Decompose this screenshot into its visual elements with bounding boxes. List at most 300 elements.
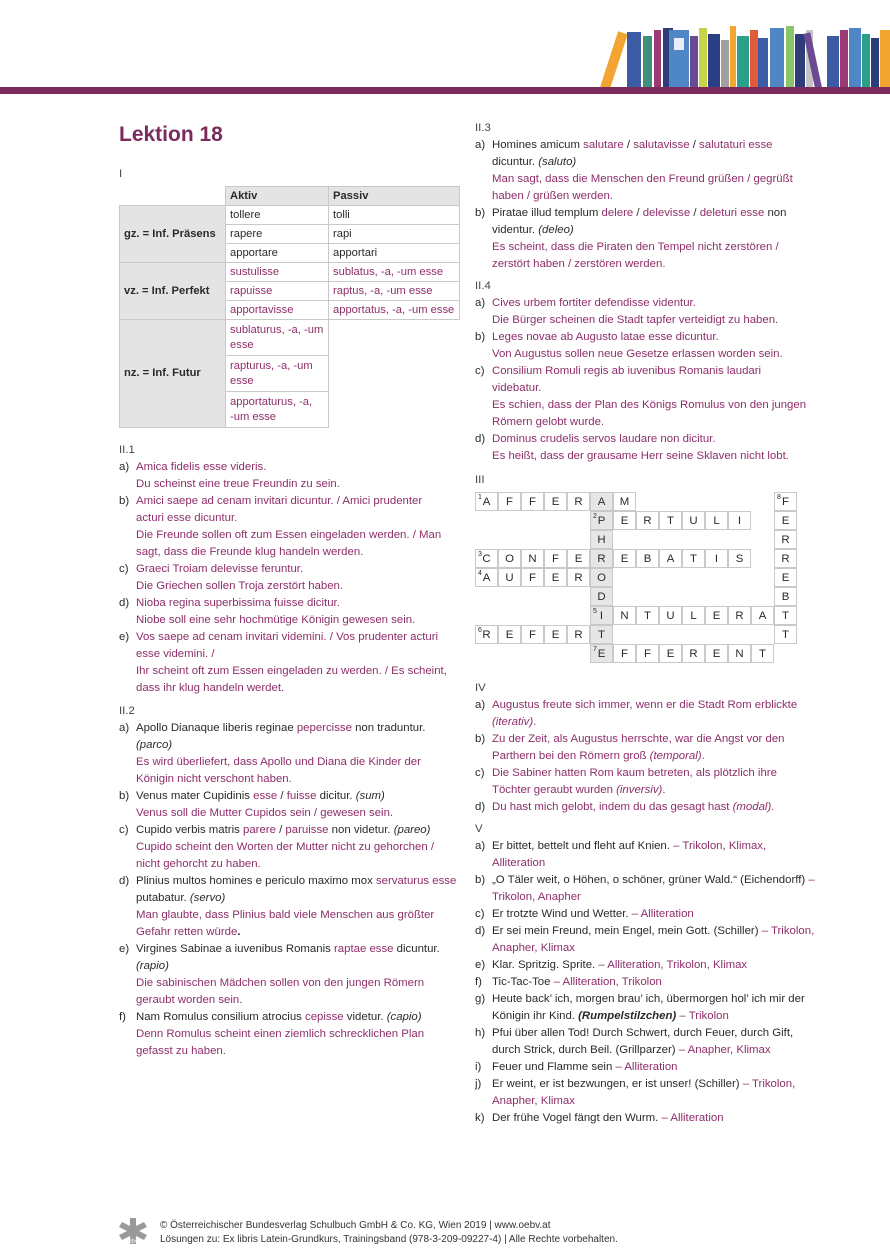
text: . (662, 784, 666, 796)
crossword-cell (774, 606, 797, 625)
ii1-item-b (119, 493, 459, 561)
cell-line: sublaturus, -a, -um (230, 323, 324, 336)
crossword-letter: R (643, 515, 652, 527)
crossword-cell (751, 644, 774, 663)
stylistic-device: Trikolon, Anapher (492, 891, 581, 903)
text: . (701, 750, 705, 762)
latin-line: Consilium Romuli regis ab iuvenibus Romanis laudari (492, 365, 762, 377)
example-line (492, 991, 820, 1008)
example-line (492, 923, 820, 940)
german-line (492, 714, 820, 731)
german-line (492, 748, 820, 765)
german-line: Man glaubte, dass Plinius bald viele Menschen aus größter (136, 909, 435, 921)
crossword-cell (774, 549, 797, 568)
item-label: b) (475, 733, 486, 745)
german-line: Denn Romulus scheint einen ziemlich schrecklichen Plan (136, 1028, 425, 1040)
text: Apollo Dianaque liberis reginae (136, 722, 297, 734)
answer: salutaturi esse (699, 139, 773, 151)
example-line (492, 855, 820, 872)
table-cell: raptus, -a, -um esse (329, 282, 460, 301)
german-line: Es scheint, dass die Piraten den Tempel nicht zerstören / (492, 241, 779, 253)
crossword-letter: A (482, 496, 491, 508)
oebv-logo (118, 1216, 148, 1246)
table-header-passiv: Passiv (329, 187, 460, 206)
example-line (492, 838, 820, 855)
item-label: a) (475, 699, 486, 711)
crossword-letter: R (781, 534, 790, 546)
v-item (475, 1025, 820, 1059)
crossword-letter: E (574, 553, 583, 565)
v-item (475, 923, 820, 957)
german-line: Man sagt, dass die Menschen den Freund grüßen / gegrüßt (492, 173, 793, 185)
item-label: c) (475, 908, 485, 920)
crossword-letter: A (482, 572, 491, 584)
crossword-letter: F (621, 648, 628, 660)
text: durch Strick, durch Beil. (Grillparzer) (492, 1044, 679, 1056)
german-line: Niobe soll eine sehr hochmütige Königin gewesen sein. (136, 614, 416, 626)
crossword-cell (567, 568, 590, 587)
crossword-letter: U (505, 572, 514, 584)
iv-item (475, 697, 820, 731)
latin-line (136, 890, 459, 907)
latin-line: Vos saepe ad cenam invitari videmini. / Vos prudenter acturi (136, 631, 439, 643)
table-row-header: vz. = Inf. Perfekt (120, 263, 226, 320)
german-line: Es heißt, dass der grausame Herr seine Sklaven nicht lobt. (492, 450, 789, 462)
latin-line (136, 788, 459, 805)
crossword-letter: R (574, 496, 583, 508)
table-empty (329, 356, 460, 392)
crossword-cell (774, 625, 797, 644)
item-label: a) (475, 840, 486, 852)
item-label: e) (119, 631, 130, 643)
ii4-item-b (475, 329, 820, 363)
text: Er bittet, bettelt und fleht auf Knien. (492, 840, 674, 852)
item-label: i) (475, 1061, 482, 1073)
german-line: Die Bürger scheinen die Stadt tapfer verteidigt zu haben. (492, 314, 779, 326)
text: Der frühe Vogel fängt den Wurm. (492, 1112, 662, 1124)
example-line (492, 906, 820, 923)
crossword-letter: F (506, 496, 513, 508)
hint-line: (parco) (136, 739, 173, 751)
v-item (475, 974, 820, 991)
answer: salutare (583, 139, 624, 151)
crossword-cell (521, 625, 544, 644)
crossword-letter: F (529, 629, 536, 641)
hint: (sum) (355, 790, 385, 802)
crossword-cell (613, 549, 636, 568)
text: dicuntur. (393, 943, 440, 955)
section-label-v: V (475, 823, 483, 835)
crossword-letter: A (597, 496, 606, 508)
item-label: k) (475, 1112, 485, 1124)
latin-line: esse videmini. / (136, 648, 215, 660)
stylistic-device: – Alliteration, Trikolon, Klimax (598, 959, 748, 971)
table-header-aktiv: Aktiv (226, 187, 329, 206)
crossword-cell (613, 606, 636, 625)
answer: salutavisse (633, 139, 690, 151)
section-label-ii4: II.4 (475, 280, 491, 292)
crossword-cell (682, 606, 705, 625)
crossword-letter: D (597, 591, 606, 603)
iv-item (475, 799, 820, 816)
item-label: d) (475, 801, 486, 813)
ii4-item-a (475, 295, 820, 329)
cell-line: -um esse (230, 410, 277, 423)
logo-text: öbv (128, 1239, 138, 1245)
text: putabatur. (136, 892, 190, 904)
item-label: a) (119, 461, 130, 473)
crossword-letter: L (690, 610, 697, 622)
german-line: Es schien, dass der Plan des Königs Romulus von den jungen (492, 399, 807, 411)
ii2-item-b (119, 788, 459, 822)
german-line: Es wird überliefert, dass Apollo und Diana die Kinder der (136, 756, 421, 768)
crossword-letter: E (551, 496, 560, 508)
text: Tic-Tac-Toe (492, 976, 554, 988)
crossword-letter: R (781, 553, 790, 565)
table-corner (120, 187, 226, 206)
crossword-cell (705, 549, 728, 568)
ii1-item-e (119, 629, 459, 697)
text: Virgines Sabinae a iuvenibus Romanis (136, 943, 334, 955)
crossword-cell (682, 511, 705, 530)
table-cell: apportatus, -a, -um esse (329, 301, 460, 320)
table-empty (329, 320, 460, 356)
crossword-letter: T (782, 629, 789, 641)
ii2-item-d (119, 873, 459, 941)
german-line: Königin nicht verschont haben. (136, 773, 292, 785)
crossword-letter: F (644, 648, 651, 660)
answer: cepisse (305, 1011, 344, 1023)
infinitive-table (119, 186, 460, 428)
page-title: Lektion 18 (119, 123, 223, 146)
latin-line: Amica fidelis esse videris. (136, 461, 267, 473)
v-item (475, 838, 820, 872)
v-item (475, 1059, 820, 1076)
crossword-letter: T (782, 610, 789, 622)
german-line: sagt, dass die Freunde klug handeln werden. (136, 546, 364, 558)
header-bar (0, 87, 890, 94)
item-label: c) (119, 824, 129, 836)
text: Plinius multos homines e periculo maximo mox (136, 875, 376, 887)
text: non traduntur. (351, 722, 426, 734)
ii2-item-f (119, 1009, 459, 1060)
text: Venus mater Cupidinis (136, 790, 254, 802)
crossword-number: 5 (593, 608, 597, 615)
crossword-letter: F (529, 496, 536, 508)
german-line: geraubt worden sein. (136, 994, 243, 1006)
text: Die Sabiner hatten Rom kaum betreten, als plötzlich ihre (492, 767, 777, 779)
german-line: Venus soll die Mutter Cupidos sein / gewesen sein. (136, 807, 394, 819)
table-row-header: nz. = Inf. Futur (120, 320, 226, 428)
german-line: Cupido scheint den Worten der Mutter nicht zu gehorchen / (136, 841, 435, 853)
table-cell: tollere (226, 206, 329, 225)
text: / (689, 139, 700, 151)
example-line (492, 940, 820, 957)
example-line (492, 1110, 820, 1127)
crossword-cell (521, 492, 544, 511)
crossword-cell (682, 549, 705, 568)
crossword-cell (636, 606, 659, 625)
text: non videtur. (328, 824, 394, 836)
crossword-number: 8 (777, 494, 781, 501)
crossword-letter: E (712, 610, 721, 622)
text: Klar. Spritzig. Sprite. (492, 959, 599, 971)
german-line: haben / grüßen werden. (492, 190, 613, 202)
text: videtur. (343, 1011, 387, 1023)
ii4-item-c (475, 363, 820, 431)
crossword-letter: E (620, 515, 629, 527)
text: . (533, 716, 537, 728)
crossword-letter: E (505, 629, 514, 641)
crossword-letter: T (598, 629, 605, 641)
crossword-cell (498, 625, 521, 644)
crossword-cell (475, 492, 498, 511)
german-line: Ihr scheint oft zum Essen eingeladen zu werden. / Es scheint, (136, 665, 447, 677)
item-label: j) (475, 1078, 482, 1090)
german-line: Du scheinst eine treue Freundin zu sein. (136, 478, 340, 490)
v-item (475, 991, 820, 1025)
table-cell (226, 320, 329, 356)
v-item (475, 1076, 820, 1110)
crossword-letter: R (735, 610, 744, 622)
item-label: h) (475, 1027, 486, 1039)
latin-line: Amici saepe ad cenam invitari dicuntur. / Amici prudenter (136, 495, 423, 507)
table-cell (226, 392, 329, 428)
crossword-letter: O (597, 572, 606, 584)
crossword-cell (544, 625, 567, 644)
crossword-cell (705, 606, 728, 625)
crossword-letter: E (781, 515, 790, 527)
text: Augustus freute sich immer, wenn er die Stadt Rom erblickte (492, 699, 798, 711)
latin-line (136, 822, 459, 839)
latin-line: Cives urbem fortiter defendisse videntur. (492, 297, 696, 309)
ii1-item-d (119, 595, 459, 629)
text: Zu der Zeit, als Augustus herrschte, war die Angst vor den (492, 733, 785, 745)
text: / (690, 207, 700, 219)
example-line (492, 889, 820, 906)
stylistic-device: Alliteration (492, 857, 546, 869)
crossword-cell (774, 511, 797, 530)
crossword-cell (590, 587, 613, 606)
ii3-item-b (475, 205, 820, 273)
crossword-number: 1 (478, 494, 482, 501)
german-line: nicht gehorcht zu haben. (136, 858, 261, 870)
text: non (764, 207, 787, 219)
ii2-item-c (119, 822, 459, 873)
crossword-letter: I (737, 515, 742, 527)
crossword-letter: A (758, 610, 767, 622)
crossword-cell (521, 568, 544, 587)
stylistic-device: – Trikolon, (761, 925, 815, 937)
crossword-letter: E (781, 572, 790, 584)
latin-line: Dominus crudelis servos laudare non dicitur. (492, 433, 716, 445)
german-line: dass ihr klug handeln werdet. (136, 682, 285, 694)
crossword-letter: F (529, 572, 536, 584)
crossword-cell (659, 549, 682, 568)
item-label: e) (119, 943, 130, 955)
crossword-cell (613, 644, 636, 663)
hint: (capio) (386, 1011, 422, 1023)
text: dicitur. (316, 790, 356, 802)
crossword-letter: T (644, 610, 651, 622)
answer: paruisse (285, 824, 329, 836)
table-cell: rapi (329, 225, 460, 244)
crossword-cell (544, 492, 567, 511)
stylistic-device: – Trikolon, Klimax, (673, 840, 767, 852)
stylistic-device: – Anapher, Klimax (678, 1044, 771, 1056)
german-line (492, 799, 820, 816)
exercise-ii1 (119, 459, 459, 697)
text: . (237, 926, 241, 938)
crossword-cell (728, 549, 751, 568)
text: Töchter geraubt wurden (492, 784, 617, 796)
text: videntur. (492, 224, 539, 236)
example-line (492, 1093, 820, 1110)
crossword-cell (567, 549, 590, 568)
german-line: gefasst zu haben. (136, 1045, 226, 1057)
table-cell: apportari (329, 244, 460, 263)
latin-line: Graeci Troiam delevisse feruntur. (136, 563, 304, 575)
table-cell: sustulisse (226, 263, 329, 282)
source: (Rumpelstilzchen) (578, 1010, 677, 1022)
v-item (475, 906, 820, 923)
latin-line (492, 137, 820, 154)
item-label: b) (119, 790, 130, 802)
crossword-letter: E (712, 648, 721, 660)
crossword-letter: R (574, 572, 583, 584)
crossword-letter: F (782, 496, 789, 508)
v-item (475, 957, 820, 974)
latin-line: Nioba regina superbissima fuisse dicitur. (136, 597, 340, 609)
item-label: f) (119, 1011, 126, 1023)
crossword-cell (613, 511, 636, 530)
latin-line: videbatur. (492, 382, 542, 394)
cell-line: rapturus, -a, -um (230, 359, 313, 372)
crossword-cell (590, 644, 613, 663)
crossword-letter: S (735, 553, 744, 565)
crossword-cell (682, 644, 705, 663)
text: Er weint, er ist bezwungen, er ist unser! (Schiller) (492, 1078, 743, 1090)
example-line (492, 872, 820, 889)
crossword-letter: O (505, 553, 514, 565)
latin-line (492, 222, 820, 239)
crossword-letter: T (667, 515, 674, 527)
table-cell: tolli (329, 206, 460, 225)
crossword-number: 3 (478, 551, 482, 558)
crossword-letter: E (551, 572, 560, 584)
cell-line: apportaturus, -a, (230, 395, 313, 408)
exercise-ii2 (119, 720, 459, 1060)
answer: esse (253, 790, 278, 802)
ii1-item-a (119, 459, 459, 493)
crossword-letter: E (620, 553, 629, 565)
sentence-type: (inversiv) (616, 784, 663, 796)
crossword-letter: L (713, 515, 720, 527)
table-cell: rapuisse (226, 282, 329, 301)
example-line (492, 1042, 820, 1059)
sentence-type: (temporal) (649, 750, 702, 762)
hint: (deleo) (538, 224, 574, 236)
hint: (saluto) (538, 156, 577, 168)
item-label: d) (119, 597, 130, 609)
crossword-cell (751, 606, 774, 625)
crossword-cell (774, 530, 797, 549)
crossword-cell (659, 606, 682, 625)
book-info-line: Lösungen zu: Ex libris Latein-Grundkurs, Trainingsband (978-3-209-09227-4) | Alle Rechte vorbehalten. (160, 1234, 618, 1245)
text: . (771, 801, 775, 813)
crossword-cell (498, 568, 521, 587)
latin-line (136, 720, 459, 737)
german-line: Von Augustus sollen neue Gesetze erlassen worden sein. (492, 348, 783, 360)
crossword-cell (659, 511, 682, 530)
item-label: c) (119, 563, 129, 575)
crossword-cell (613, 492, 636, 511)
crossword-cell (636, 549, 659, 568)
german-line (492, 731, 820, 748)
crossword-letter: N (735, 648, 744, 660)
crossword-cell (774, 492, 797, 511)
stylistic-device: Anapher, Klimax (492, 1095, 575, 1107)
table-empty (329, 392, 460, 428)
answer: servaturus esse (375, 875, 457, 887)
answer: pepercisse (296, 722, 352, 734)
text: Pfui über allen Tod! Durch Schwert, durch Feuer, durch Gift, (492, 1027, 794, 1039)
latin-line: Leges novae ab Augusto latae esse dicuntur. (492, 331, 719, 343)
answer: delere (601, 207, 634, 219)
german-line: Die sabinischen Mädchen sollen von den jungen Römern (136, 977, 425, 989)
german-line: Die Griechen sollen Troja zerstört haben. (136, 580, 344, 592)
cell-line: esse (230, 338, 254, 351)
ii1-item-c (119, 561, 459, 595)
crossword-cell (475, 568, 498, 587)
hint: (pareo) (393, 824, 431, 836)
crossword-letter: R (689, 648, 698, 660)
text: / (275, 824, 286, 836)
text: / (277, 790, 287, 802)
answer: parere (242, 824, 276, 836)
crossword-letter: N (528, 553, 537, 565)
text: Feuer und Flamme sein (492, 1061, 616, 1073)
crossword-cell (521, 549, 544, 568)
german-line (492, 782, 820, 799)
item-label: d) (119, 875, 130, 887)
text: Er trotzte Wind und Wetter. (492, 908, 632, 920)
text: Heute back’ ich, morgen brau’ ich, übermorgen hol’ ich mir der (492, 993, 805, 1005)
item-label: b) (475, 331, 486, 343)
crossword-cell (774, 568, 797, 587)
copyright-line: © Österreichischer Bundesverlag Schulbuch GmbH & Co. KG, Wien 2019 | www.oebv.at (160, 1220, 551, 1231)
crossword-letter: T (690, 553, 697, 565)
latin-line (492, 205, 820, 222)
crossword-number: 2 (593, 513, 597, 520)
text: Nam Romulus consilium atrocius (136, 1011, 306, 1023)
section-label-iii: III (475, 474, 485, 486)
crossword-letter: T (759, 648, 766, 660)
crossword-letter: I (599, 610, 604, 622)
table-cell (226, 356, 329, 392)
crossword-cell (567, 492, 590, 511)
crossword-cell (544, 568, 567, 587)
crossword-cell (636, 511, 659, 530)
answer: deleturi esse (699, 207, 765, 219)
text: dicuntur. (492, 156, 539, 168)
stylistic-device: – Trikolon, (742, 1078, 796, 1090)
ii2-item-e (119, 941, 459, 1009)
example-line (492, 974, 820, 991)
german-line: Römern gelobt wurde. (492, 416, 605, 428)
crossword-letter: R (597, 553, 606, 565)
iv-item (475, 731, 820, 765)
